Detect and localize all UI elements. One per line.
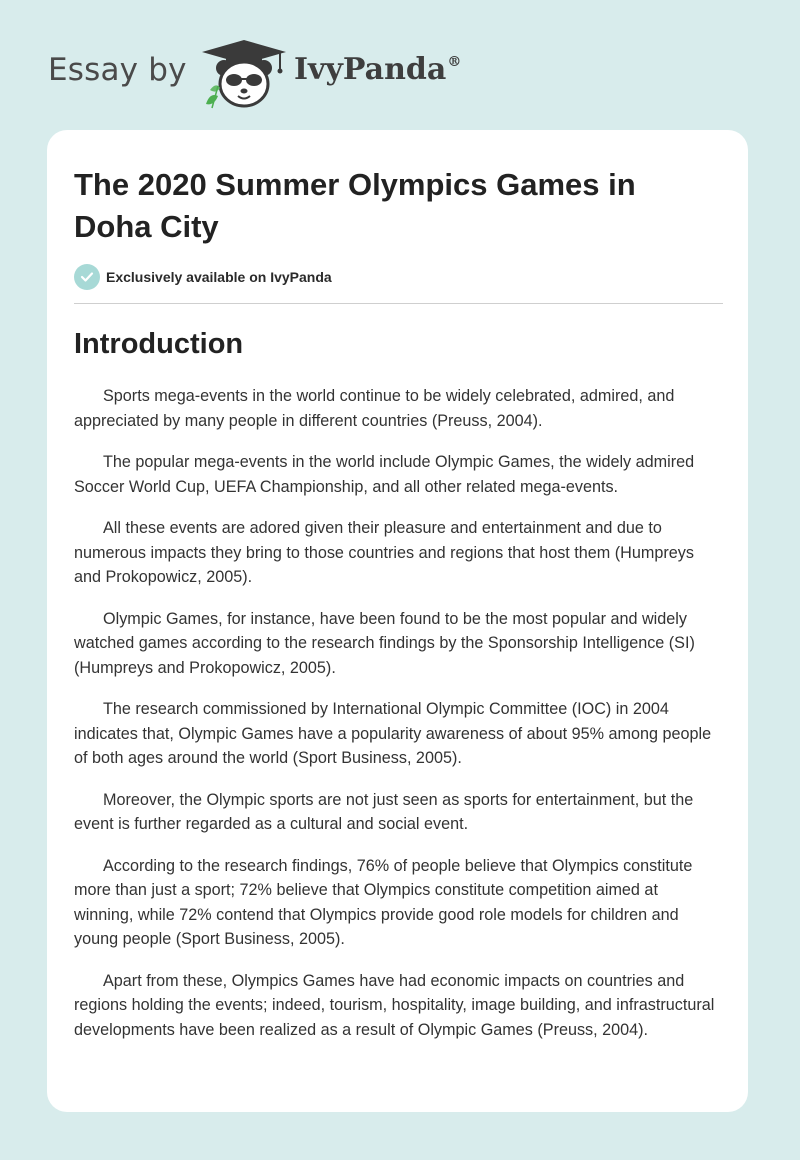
paragraph: Sports mega-events in the world continue to be widely celebrated, admired, and appreciated by many people in different countries (Preuss, 2004).	[74, 387, 675, 430]
essay-card	[47, 130, 748, 1112]
page-title: The 2020 Summer Olympics Games in Doha City	[74, 167, 636, 244]
paragraph: Apart from these, Olympics Games have had economic impacts on countries and regions holding the events; indeed, tourism, hospitality, image building, and infrastructural developments have been realized as a result of Olympic Games (Preuss, 2004).	[74, 971, 715, 1039]
paragraph: Moreover, the Olympic sports are not just seen as sports for entertainment, but the event is further regarded as a cultural and social event.	[74, 790, 694, 833]
paragraph: All these events are adored given their pleasure and entertainment and due to numerous impacts they bring to those countries and regions that host them (Humpreys and Prokopowicz, 2005).	[74, 519, 694, 586]
badge-label: Exclusively available on IvyPanda	[106, 269, 332, 285]
registered-mark: ®	[447, 54, 462, 70]
site-header	[0, 0, 800, 130]
essay-by-label: Essay by	[48, 52, 187, 88]
paragraph: The research commissioned by International Olympic Committee (IOC) in 2004 indicates that, Olympic Games have a popularity awareness of about 95% among people of both ages around the world (Sport Business, 2005).	[74, 700, 712, 767]
paragraph: Olympic Games, for instance, have been found to be the most popular and widely watched games according to the research findings by the Sponsorship Intelligence (SI) (Humpreys and Prokopowicz, 2005).	[74, 609, 695, 677]
brand-name[interactable]	[294, 52, 461, 87]
section-heading: Introduction	[74, 328, 244, 360]
check-icon	[74, 264, 100, 290]
exclusive-badge	[74, 263, 332, 291]
article-body	[74, 384, 719, 1059]
panda-logo-icon[interactable]	[200, 38, 288, 110]
paragraph: The popular mega-events in the world include Olympic Games, the widely admired Soccer World Cup, UEFA Championship, and all other related mega-events.	[74, 453, 695, 496]
divider	[74, 303, 723, 304]
brand-name-text: IvyPanda	[294, 52, 447, 87]
paragraph: According to the research findings, 76% of people believe that Olympics constitute more than just a sport; 72% believe that Olympics constitute competition aimed at winning, while 72% contend that Olympics provide good role models for children and young people (Sport Business, 2005).	[74, 856, 693, 948]
